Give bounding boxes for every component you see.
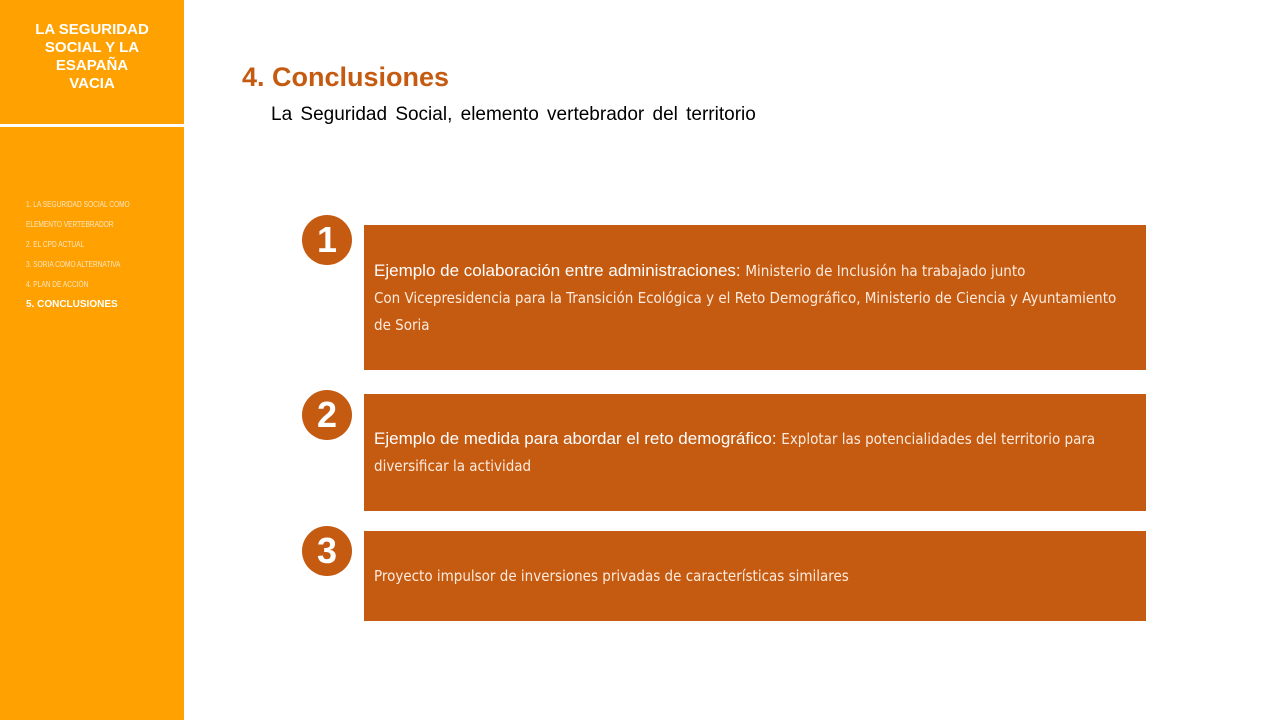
card-lead: Ejemplo de medida para abordar el reto demográfico: — [374, 429, 782, 448]
step-badge-3: 3 — [302, 526, 352, 576]
sidebar-title: LA SEGURIDAD SOCIAL Y LA ESAPAÑA VACIA — [35, 21, 149, 92]
card-text — [374, 563, 1136, 590]
card-detail: Ministerio de Inclusión ha trabajado junto — [745, 262, 1026, 280]
sidebar-item-plan-accion[interactable]: 4. PLAN DE ACCIÓN — [26, 280, 89, 289]
conclusion-card-2 — [364, 394, 1146, 511]
conclusion-card-3 — [364, 531, 1146, 621]
page-title: 4. Conclusiones — [242, 62, 450, 92]
step-badge-1: 1 — [302, 215, 352, 265]
card-lead: Ejemplo de colaboración entre administraciones: — [374, 261, 746, 280]
card-text — [374, 425, 1136, 480]
sidebar-item-cpd-actual[interactable]: 2. EL CPD ACTUAL — [26, 240, 85, 249]
card-detail-2: Con Vicepresidencia para la Transición Ecológica y el Reto Demográfico, Ministerio de Ciencia y Ayuntamiento de Soria — [374, 289, 1117, 334]
sidebar-item-conclusiones[interactable]: 5. CONCLUSIONES — [26, 299, 118, 310]
sidebar — [0, 0, 184, 720]
page-subtitle: La Seguridad Social, elemento vertebrador del territorio — [271, 104, 756, 125]
card-detail: Explotar las potencialidades del territorio para diversificar la actividad — [374, 430, 1096, 475]
sidebar-item-soria[interactable]: 3. SORIA COMO ALTERNATIVA — [26, 260, 121, 269]
sidebar-nav — [26, 195, 176, 315]
card-detail: Proyecto impulsor de inversiones privadas de características similares — [374, 566, 849, 585]
step-badge-2: 2 — [302, 390, 352, 440]
card-text — [374, 257, 1136, 339]
sidebar-item-seguridad-social[interactable]: 1. LA SEGURIDAD SOCIAL COMO ELEMENTO VERTEBRADOR — [26, 200, 130, 229]
sidebar-divider — [0, 124, 184, 127]
conclusion-card-1 — [364, 225, 1146, 370]
